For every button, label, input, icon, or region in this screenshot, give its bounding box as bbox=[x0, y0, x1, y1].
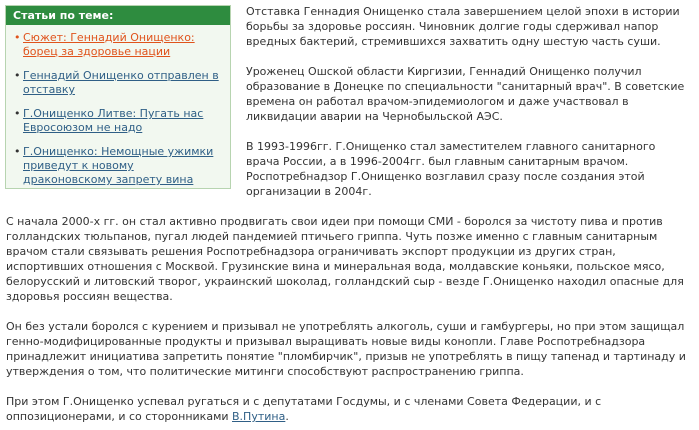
article-paragraph bbox=[6, 394, 696, 424]
related-article-link[interactable]: Г.Онищенко Литве: Пугать нас Евросоюзом не надо bbox=[23, 107, 204, 134]
putin-link[interactable]: В.Путина bbox=[232, 410, 286, 423]
bullet-icon: • bbox=[14, 31, 21, 44]
related-article-link[interactable]: Геннадий Онищенко отправлен в отставку bbox=[23, 69, 219, 96]
related-article-link[interactable]: Сюжет: Геннадий Онищенко: борец за здоровье нации bbox=[23, 31, 195, 58]
related-article-item bbox=[14, 145, 224, 187]
paragraph-text: При этом Г.Онищенко успевал ругаться и с депутатами Госдумы, и с членами Совета Федерации, и с оппозиционерами, и со сторонниками bbox=[6, 395, 602, 423]
article-paragraph: С начала 2000-х гг. он стал активно продвигать свои идеи при помощи СМИ - боролся за чистоту пива и против голландских тюльпанов, пугал людей пандемией птичьего гриппа. Чуть позже именно с главным санитарным врачом стали связывать решения Роспотребнадзора ограничивать экспорт продукции из других стран, испортивших отношения с Москвой. Грузинские вина и минеральная вода, молдавские коньяки, польское мясо, белорусский и литовский творог, украинский шоколад, голландский сыр - везде Г.Онищенко находил опасные для здоровья россиян вещества. bbox=[6, 215, 684, 303]
related-article-item bbox=[14, 69, 224, 97]
paragraph-end: . bbox=[285, 410, 289, 423]
bullet-icon: • bbox=[14, 107, 21, 120]
bullet-icon: • bbox=[14, 145, 21, 158]
article-paragraph: Отставка Геннадия Онищенко стала завершением целой эпохи в истории борьбы за здоровье россиян. Чиновник долгие годы сдерживал напор вредных бактерий, стремившихся захватить одну шестую часть суши. bbox=[246, 5, 680, 48]
bullet-icon: • bbox=[14, 69, 21, 82]
related-articles-title: Статьи по теме: bbox=[6, 6, 230, 25]
article-paragraph: Уроженец Ошской области Киргизии, Геннадий Онищенко получил образование в Донецке по специальности "санитарный врач". В советские времена он работал врачом-эпидемиологом и даже участвовал в ликвидации аварии на Чернобыльской АЭС. bbox=[246, 65, 685, 123]
article-paragraph: В 1993-1996гг. Г.Онищенко стал заместителем главного санитарного врача России, а в 1996-2004гг. был главным санитарным врачом. Роспотребнадзор Г.Онищенко возглавил сразу после создания этой организации в 2004г. bbox=[246, 140, 656, 198]
related-articles-box bbox=[5, 5, 231, 189]
related-article-item bbox=[14, 31, 224, 59]
article-paragraph: Он без устали боролся с курением и призывал не употреблять алкоголь, суши и гамбургеры, но при этом защищал генно-модифицированные продукты и призывал выращивать новые виды конопли. Главе Роспотребнадзора принадлежит инициатива запретить понятие "пломбирчик", призыв не употреблять в пищу тапенад и тартинаду и утверждения о том, что политические митинги способствуют распространению гриппа. bbox=[6, 320, 686, 378]
related-article-link[interactable]: Г.Онищенко: Немощные ужимки приведут к новому драконовскому запрету вина bbox=[23, 145, 214, 186]
related-articles-list bbox=[6, 25, 230, 187]
related-article-item bbox=[14, 107, 224, 135]
